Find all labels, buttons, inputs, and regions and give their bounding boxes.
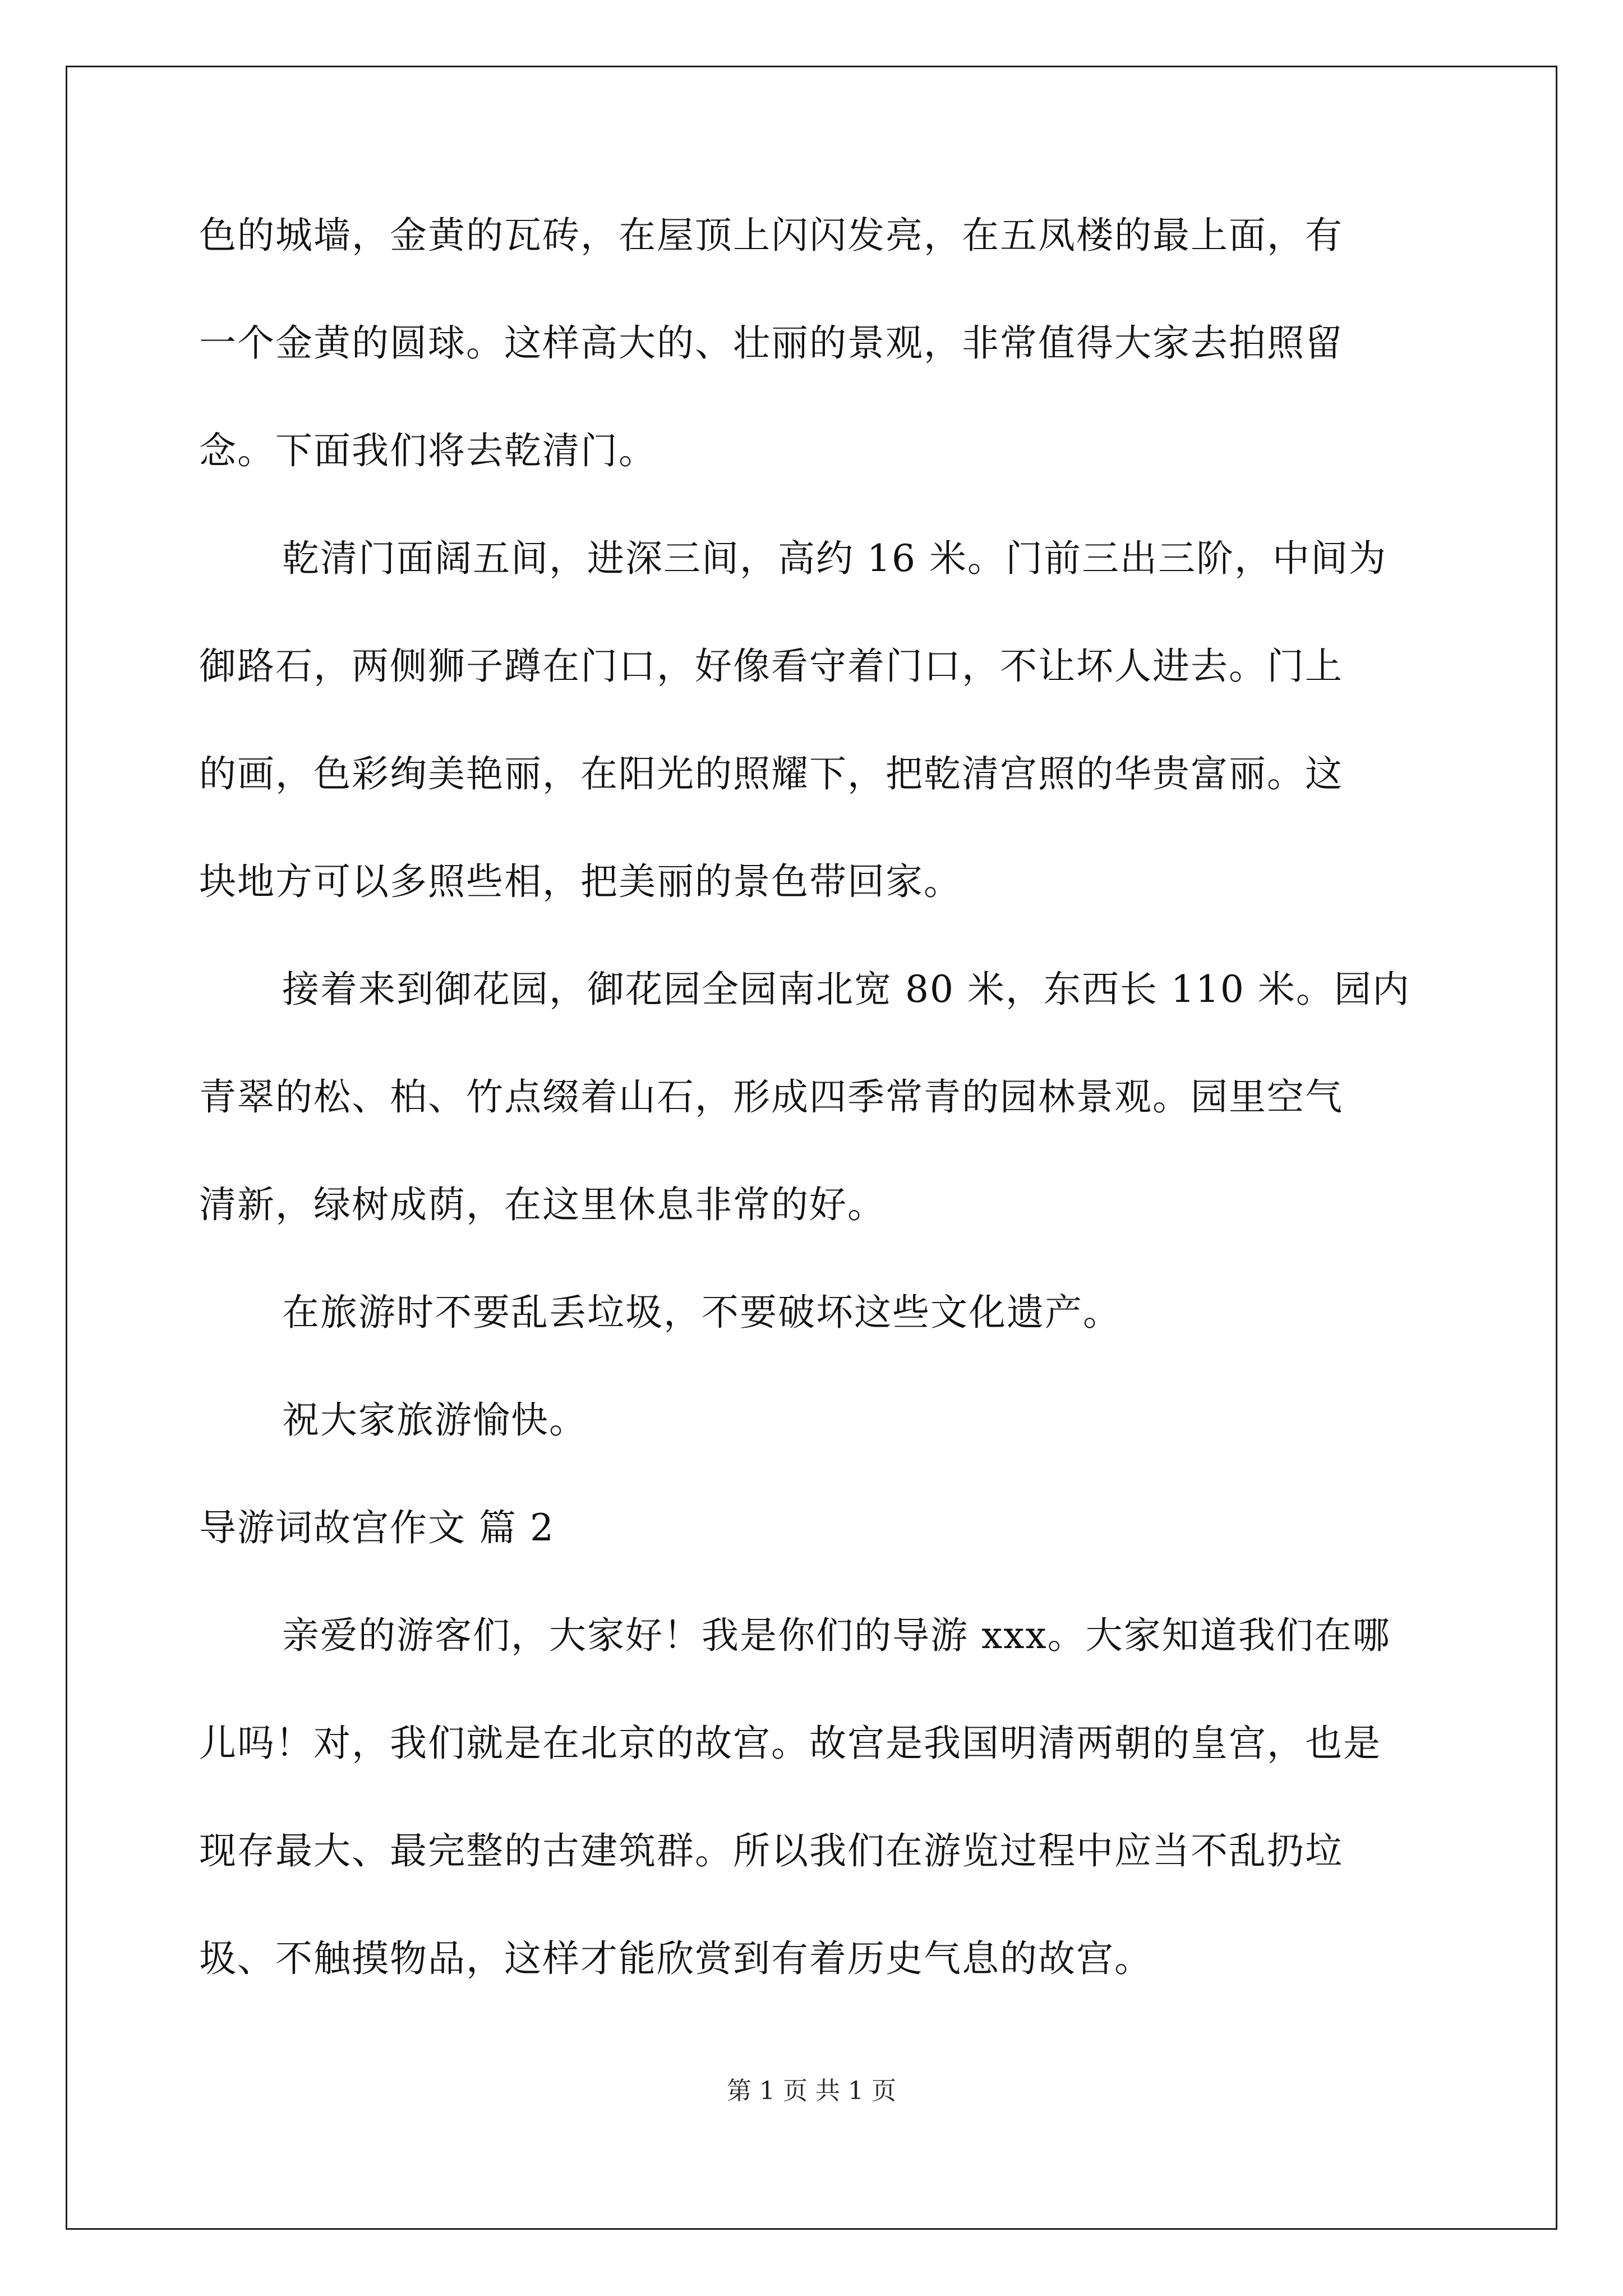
paragraph-line: 儿吗！对，我们就是在北京的故宫。故宫是我国明清两朝的皇宫，也是: [199, 1722, 1381, 1765]
paragraph-line: 圾、不触摸物品，这样才能欣赏到有着历史气息的故宫。: [199, 1937, 1152, 1980]
paragraph-line: 亲爱的游客们，大家好！我是你们的导游 xxx。大家知道我们在哪: [282, 1614, 1391, 1657]
section-heading: 导游词故宫作文 篇 2: [199, 1506, 555, 1549]
paragraph-line: 祝大家旅游愉快。: [282, 1398, 587, 1442]
paragraph-line: 乾清门面阔五间，进深三间，高约 16 米。门前三出三阶，中间为: [282, 537, 1387, 580]
paragraph-line: 念。下面我们将去乾清门。: [199, 429, 657, 472]
page-number: 第 1 页 共 1 页: [727, 2077, 896, 2105]
paragraph-line: 块地方可以多照些相，把美丽的景色带回家。: [199, 860, 962, 903]
page-border: [66, 66, 1557, 2230]
paragraph-line: 青翠的松、柏、竹点缀着山石，形成四季常青的园林景观。园里空气: [199, 1075, 1343, 1119]
paragraph-line: 一个金黄的圆球。这样高大的、壮丽的景观，非常值得大家去拍照留: [199, 321, 1343, 365]
paragraph-line: 清新，绿树成荫，在这里休息非常的好。: [199, 1183, 886, 1226]
paragraph-line: 现存最大、最完整的古建筑群。所以我们在游览过程中应当不乱扔垃: [199, 1829, 1343, 1872]
paragraph-line: 接着来到御花园，御花园全园南北宽 80 米，东西长 110 米。园内: [282, 968, 1410, 1011]
paragraph-line: 色的城墙，金黄的瓦砖，在屋顶上闪闪发亮，在五凤楼的最上面，有: [199, 214, 1343, 257]
paragraph-line: 御路石，两侧狮子蹲在门口，好像看守着门口，不让坏人进去。门上: [199, 645, 1343, 688]
paragraph-line: 的画，色彩绚美艳丽，在阳光的照耀下，把乾清宫照的华贵富丽。这: [199, 752, 1343, 795]
paragraph-line: 在旅游时不要乱丢垃圾，不要破坏这些文化遗产。: [282, 1291, 1121, 1334]
